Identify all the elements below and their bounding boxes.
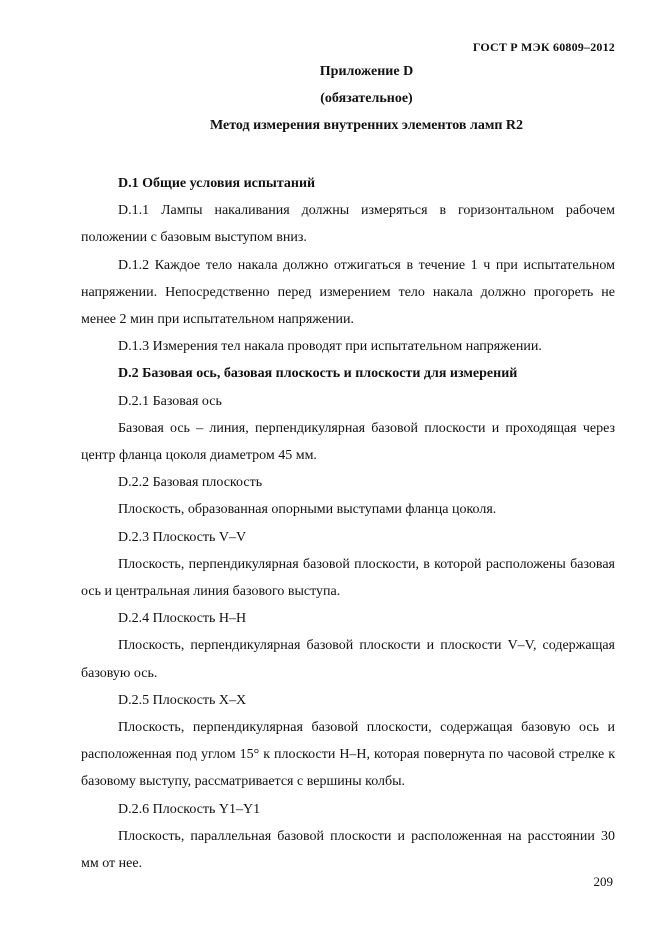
paragraph-d2-2: Плоскость, образованная опорными выступами фланца цоколя.: [118, 502, 497, 518]
appendix-status: (обязательное): [320, 91, 413, 106]
page-number: 209: [593, 874, 613, 889]
standard-header: ГОСТ Р МЭК 60809–2012: [472, 40, 615, 54]
paragraph-d2-4: Плоскость, перпендикулярная базовой плоскости и плоскости V–V, содержащая базовую ось.: [81, 638, 615, 681]
paragraph-d2-1: Базовая ось – линия, перпендикулярная базовой плоскости и проходящая через центр фланца цоколя диаметром 45 мм.: [81, 420, 615, 464]
subheading-d2-3: D.2.3 Плоскость V–V: [118, 529, 247, 545]
section-heading-d1: D.1 Общие условия испытаний: [118, 176, 316, 191]
paragraph-d1-2: D.1.2 Каждое тело накала должно отжигаться в течение 1 ч при испытательном напряжении. Непосредственно перед измерением тело накала должно прогореть не менее 2 мин при испытательном напряжении.: [81, 257, 615, 328]
appendix-name: Метод измерения внутренних элементов ламп R2: [209, 118, 524, 133]
subheading-d2-1: D.2.1 Базовая ось: [118, 393, 222, 409]
subheading-d2-4: D.2.4 Плоскость H–H: [118, 611, 247, 627]
subheading-d2-6: D.2.6 Плоскость Y1–Y1: [118, 801, 261, 817]
subheading-d2-5: D.2.5 Плоскость X–X: [118, 692, 247, 708]
paragraph-d2-6: Плоскость, параллельная базовой плоскости и расположенная на расстоянии 30 мм от нее.: [81, 828, 615, 872]
paragraph-d2-5: Плоскость, перпендикулярная базовой плоскости, содержащая базовую ось и расположенная под углом 15° к плоскости H–H, которая повернута по часовой стрелке к базовому выступу, рассматривается с вершины колбы.: [81, 720, 615, 790]
paragraph-d1-1: D.1.1 Лампы накаливания должны измеряться в горизонтальном рабочем положении с базовым выступом вниз.: [81, 203, 615, 246]
document-body: [81, 170, 615, 877]
section-heading-d2: D.2 Базовая ось, базовая плоскость и плоскости для измерений: [118, 366, 518, 382]
paragraph-d2-3: Плоскость, перпендикулярная базовой плоскости, в которой расположены базовая ось и центральная линия базового выступа.: [81, 556, 615, 600]
paragraph-d1-3: D.1.3 Измерения тел накала проводят при испытательном напряжении.: [118, 339, 542, 355]
appendix-title: Приложение D: [319, 64, 414, 79]
subheading-d2-2: D.2.2 Базовая плоскость: [118, 475, 263, 491]
